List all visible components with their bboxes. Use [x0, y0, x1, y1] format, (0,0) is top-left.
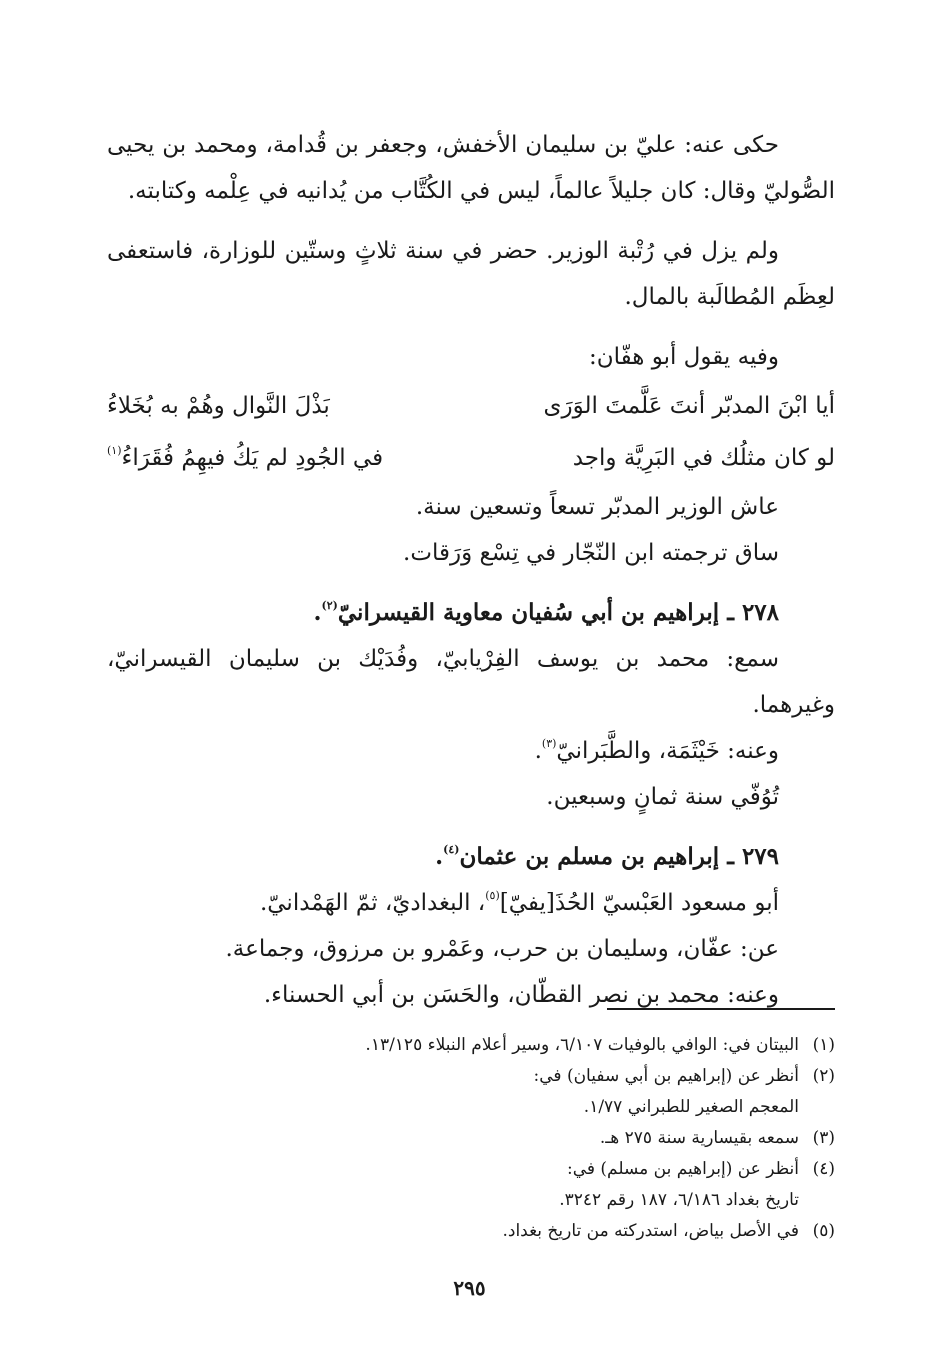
footnote-ref-1: (١)	[107, 444, 122, 457]
entry-278-title: ٢٧٨ ـ إبراهيم بن أبي سُفيان معاوية القيسرانيّ	[337, 599, 779, 626]
entry-278-heard: سمع: محمد بن يوسف الفِرْيابيّ، وفُدَيْك بن سليمان القيسرانيّ، وغيرهما.	[107, 646, 835, 718]
line-lifespan: عاش الوزير المدبّر تسعاً وتسعين سنة.	[415, 494, 779, 520]
main-text	[107, 122, 835, 1018]
verse-2-second-text: في الجُودِ لم يَكُ فيهِمُ فُقَرَاءُ	[121, 445, 384, 471]
footnote-number: (٥)	[812, 1221, 835, 1241]
page-number: ٢٩٥	[453, 1276, 486, 1300]
footnote-line: البيتان في: الوافي بالوفيات ٦/١٠٧، وسير أعلام النبلاء ١٣/١٢٥.	[365, 1035, 799, 1055]
footnote-line: سمعه بقيسارية سنة ٢٧٥ هـ.	[599, 1128, 799, 1148]
footnote-ref-4: (٤)	[443, 843, 460, 856]
footnote-5	[107, 1216, 835, 1247]
footnote-ref-2: (٢)	[321, 599, 338, 612]
verse-line-2	[107, 432, 835, 484]
entry-278-from-period: .	[534, 738, 542, 764]
footnote-3	[107, 1123, 835, 1154]
footnote-line: أنظر عن (إبراهيم بن أبي سفيان) في:	[533, 1066, 799, 1086]
verse-line-1	[107, 380, 835, 432]
footnote-ref-3: (٣)	[541, 737, 557, 750]
entry-279-title: ٢٧٩ ـ إبراهيم بن مسلم بن عثمان	[459, 843, 779, 870]
paragraph-vizier: ولم يزل في رُتْبة الوزير. حضر في سنة ثلاثٍ وستّين للوزارة، فاستعفى لعِظَم المُطالَبة بالمال.	[107, 238, 835, 310]
footnote-number: (١)	[812, 1035, 835, 1055]
entry-279-period: .	[435, 843, 444, 870]
footnote-line: أنظر عن (إبراهيم بن مسلم) في:	[566, 1159, 799, 1179]
paragraph-narrators: حكى عنه: عليّ بن سليمان الأخفش، وجعفر بن قُدامة، ومحمد بن يحيى الصُّوليّ وقال: كان جليلاً عالماً، ليس في الكُتَّاب من يُدانيه في عِلْمه وكتابته.	[107, 132, 835, 204]
footnote-4	[107, 1154, 835, 1216]
entry-278-narrators	[107, 728, 835, 774]
entry-279-kunya-a: أبو مسعود العَبْسيّ الحُذَ[يفيّ]	[499, 890, 779, 916]
entry-279-kunya-b: ، البغداديّ، ثمّ الهَمْدانيّ.	[259, 890, 486, 916]
entry-279-heading	[107, 834, 835, 880]
entry-278-death: تُوُفّي سنة ثمانٍ وسبعين.	[546, 784, 779, 810]
entry-279-teachers: عن: عفّان، وسليمان بن حرب، وعَمْرو بن مرزوق، وجماعة.	[225, 936, 779, 962]
footnote-number: (٢)	[812, 1066, 835, 1086]
footnote-line: تاريخ بغداد ٦/١٨٦، ١٨٧ رقم ٣٢٤٢.	[559, 1190, 799, 1210]
verse-2-first-hemistich: لو كان مثلُك في البَرِيَّة واجد	[572, 445, 835, 471]
entry-279-kunya	[107, 880, 835, 926]
footnote-divider	[607, 1008, 835, 1010]
line-ibn-najjar: ساق ترجمته ابن النّجّار في تِسْع وَرَقات.	[403, 540, 779, 566]
paragraph-poet-intro: وفيه يقول أبو هفّان:	[588, 344, 779, 370]
entry-278-from-text: وعنه: خَيْثَمَة، والطَّبَرانيّ	[556, 738, 779, 764]
footnote-2	[107, 1061, 835, 1123]
entry-278-heading	[107, 590, 835, 636]
footnote-1	[107, 1030, 835, 1061]
verse-1-first-hemistich: أيا ابْنَ المدبّر أنتَ عَلَّمتَ الوَرَى	[543, 393, 835, 419]
footnote-line: المعجم الصغير للطبراني ١/٧٧.	[583, 1097, 799, 1117]
entry-279-students: وعنه: محمد بن نصر القطّان، والحَسَن بن أبي الحسناء.	[263, 982, 779, 1008]
entry-278-period: .	[313, 599, 322, 626]
verse-2-second-hemistich	[107, 432, 383, 484]
footnote-number: (٣)	[812, 1128, 835, 1148]
footnote-line: في الأصل بياض، استدركته من تاريخ بغداد.	[502, 1221, 799, 1241]
verse-1-second-hemistich: بَذْلَ النَّوال وهُمْ به بُخَلاءُ	[107, 393, 330, 419]
footnote-ref-5: (٥)	[485, 889, 500, 902]
footnote-number: (٤)	[812, 1159, 835, 1179]
footnotes	[107, 1030, 835, 1247]
